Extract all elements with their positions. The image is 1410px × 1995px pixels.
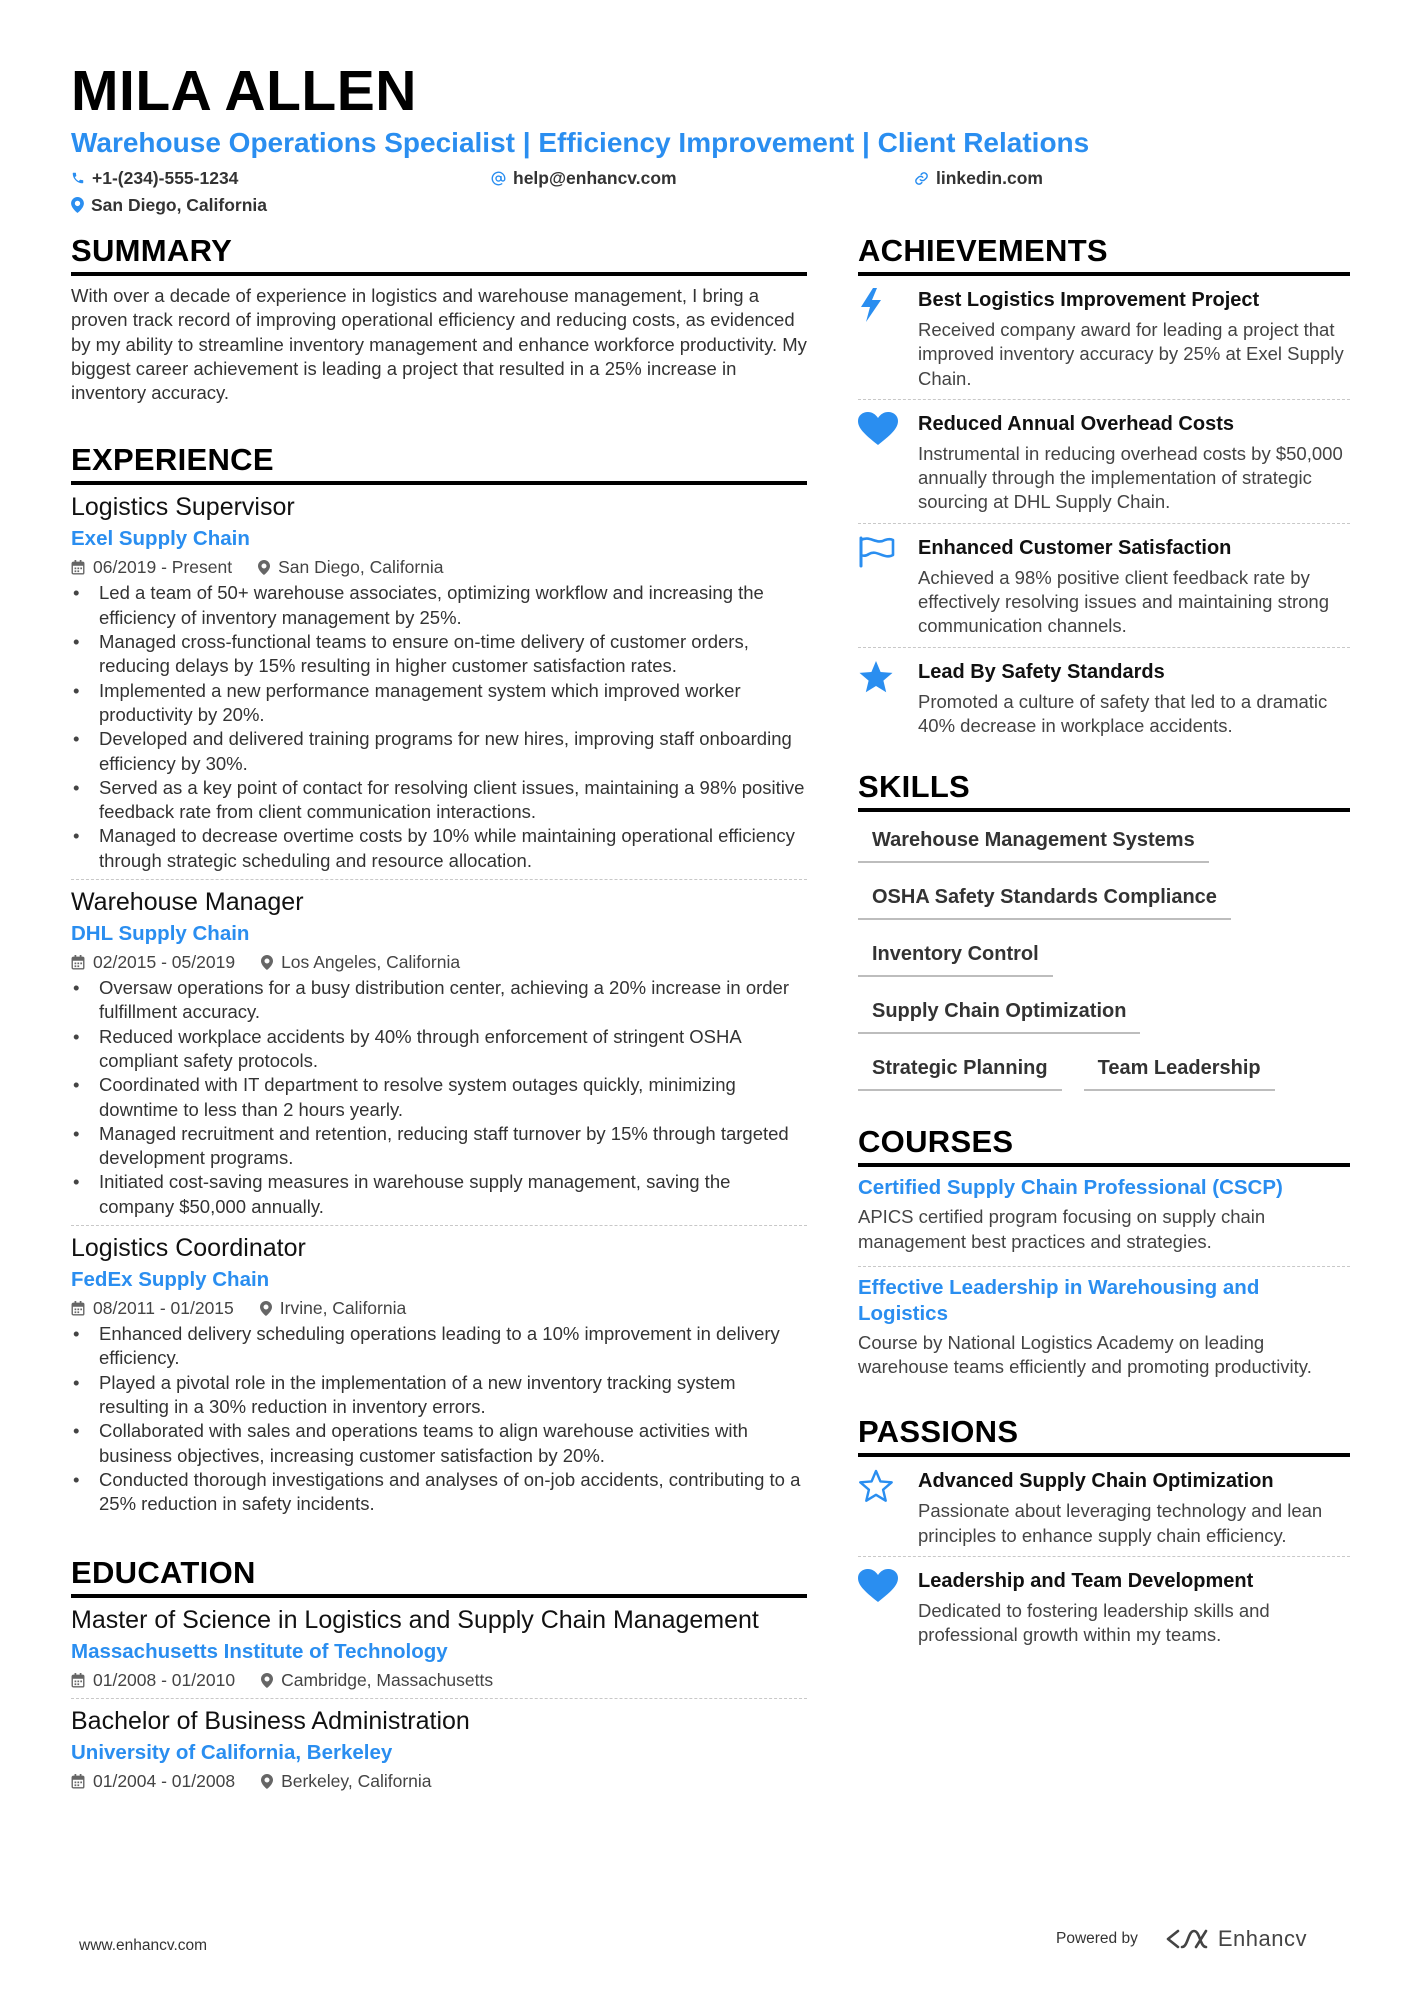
education-meta xyxy=(71,1668,807,1692)
achievements-body xyxy=(918,286,1350,391)
entry-divider xyxy=(71,1225,807,1226)
job-location-text: Irvine, California xyxy=(279,1298,407,1319)
bullet-item: • Enhanced delivery scheduling operations leading to a 10% improvement in delivery efficiency. xyxy=(71,1322,807,1371)
achievements-section xyxy=(858,232,1350,746)
bullet-item: • Reduced workplace accidents by 40% through enforcement of stringent OSHA compliant safety protocols. xyxy=(71,1025,807,1074)
bullet-item: • Oversaw operations for a busy distribution center, achieving a 20% increase in order fulfillment accuracy. xyxy=(71,976,807,1025)
experience-entry xyxy=(71,1232,807,1516)
education-title: EDUCATION xyxy=(71,1554,807,1598)
bullet-item: • Initiated cost-saving measures in warehouse supply management, saving the company $50,000 annually. xyxy=(71,1170,807,1219)
phone-icon xyxy=(71,171,85,185)
passions-title: Leadership and Team Development xyxy=(918,1570,1254,1593)
passions-item xyxy=(858,1557,1350,1656)
bullet-item: • Conducted thorough investigations and analyses of on-job accidents, contributing to a 25% reduction in safety incidents. xyxy=(71,1468,807,1517)
phone-text: +1-(234)-555-1234 xyxy=(92,168,239,188)
skills-section xyxy=(858,768,1350,1105)
education-location-text: Berkeley, California xyxy=(281,1771,432,1792)
job-bullets xyxy=(71,1322,807,1516)
contact-row-2 xyxy=(71,193,1351,217)
company-name[interactable]: Exel Supply Chain xyxy=(71,527,250,551)
company-name[interactable]: FedEx Supply Chain xyxy=(71,1268,270,1292)
location-pin-icon xyxy=(261,1673,273,1688)
job-dates: 02/2015 - 05/2019 xyxy=(93,952,236,973)
school-name[interactable]: University of California, Berkeley xyxy=(71,1741,393,1765)
experience-title: EXPERIENCE xyxy=(71,441,807,485)
achievements-description: Received company award for leading a project that improved inventory accuracy by 25% at Exel Supply Chain. xyxy=(918,319,1344,389)
calendar-icon xyxy=(71,1301,85,1316)
skill-tag: Team Leadership xyxy=(1084,1048,1275,1091)
skills-title: SKILLS xyxy=(858,768,1350,812)
achievements-body xyxy=(918,658,1350,739)
job-location xyxy=(261,950,460,974)
enhancv-logo-icon xyxy=(1164,1927,1210,1951)
job-location xyxy=(260,1296,406,1320)
skill-tag: Supply Chain Optimization xyxy=(858,991,1140,1034)
job-meta xyxy=(71,1296,807,1320)
course-description: APICS certified program focusing on supply chain management best practices and strategies. xyxy=(858,1206,1266,1252)
bullet-item: • Served as a key point of contact for resolving client issues, maintaining a 98% positive feedback rate from client communication interactions. xyxy=(71,776,807,825)
bullet-item: • Developed and delivered training programs for new hires, improving staff onboarding efficiency by 30%. xyxy=(71,727,807,776)
resume-header xyxy=(71,58,1351,217)
courses-section xyxy=(858,1123,1350,1385)
achievements-title: Enhanced Customer Satisfaction xyxy=(918,536,1232,559)
achievements-item xyxy=(858,524,1350,648)
job-meta xyxy=(71,555,807,579)
calendar-icon xyxy=(71,560,85,575)
left-column xyxy=(71,232,807,1793)
achievements-description: Achieved a 98% positive client feedback rate by effectively resolving issues and maintaining strong communication channels. xyxy=(918,566,1329,637)
company-name[interactable]: DHL Supply Chain xyxy=(71,922,250,946)
passions-item xyxy=(858,1457,1350,1557)
bullet-item: • Managed cross-functional teams to ensure on-time delivery of customer orders, reducing delays by 15% resulting in higher customer satisfaction rates. xyxy=(71,630,807,679)
passions-section xyxy=(858,1413,1350,1655)
job-dates: 08/2011 - 01/2015 xyxy=(93,1298,234,1319)
job-bullets xyxy=(71,581,807,873)
courses-title: COURSES xyxy=(858,1123,1350,1167)
location-pin-icon xyxy=(261,955,273,970)
education-entry xyxy=(71,1705,807,1793)
experience-entry xyxy=(71,491,807,880)
passions-title: Advanced Supply Chain Optimization xyxy=(918,1470,1274,1493)
achievements-item xyxy=(858,648,1350,747)
contact-row xyxy=(71,166,1351,190)
education-section xyxy=(71,1554,807,1793)
degree-title: Bachelor of Business Administration xyxy=(71,1707,470,1736)
linkedin[interactable] xyxy=(914,166,1043,190)
job-title: Logistics Coordinator xyxy=(71,1234,306,1263)
calendar-icon xyxy=(71,1673,85,1688)
email[interactable] xyxy=(491,166,914,190)
job-title: Warehouse Manager xyxy=(71,888,304,917)
bullet-item: • Played a pivotal role in the implementation of a new inventory tracking system resulting in a 30% reduction in inventory errors. xyxy=(71,1371,807,1420)
achievements-description: Instrumental in reducing overhead costs by $50,000 annually through the implementation of strategic sourcing at DHL Supply Chain. xyxy=(918,442,1343,513)
calendar-icon xyxy=(71,955,85,970)
brand-name: Enhancv xyxy=(1217,1926,1307,1951)
summary-section xyxy=(71,232,807,405)
course-entry xyxy=(858,1175,1350,1267)
skill-tag: Warehouse Management Systems xyxy=(858,820,1209,863)
entry-divider xyxy=(858,1266,1350,1267)
summary-title: SUMMARY xyxy=(71,232,807,276)
education-dates: 01/2004 - 01/2008 xyxy=(93,1771,236,1792)
location-text: San Diego, California xyxy=(91,195,267,215)
experience-entry xyxy=(71,886,807,1226)
experience-section xyxy=(71,441,807,1516)
job-bullets xyxy=(71,976,807,1219)
skill-tag: Inventory Control xyxy=(858,934,1053,977)
education-location xyxy=(261,1668,493,1692)
location-pin-icon xyxy=(258,560,270,575)
passions-body xyxy=(918,1467,1350,1548)
education-dates: 01/2008 - 01/2010 xyxy=(93,1670,236,1691)
achievements-title: Reduced Annual Overhead Costs xyxy=(918,412,1234,435)
passions-description: Passionate about leveraging technology and lean principles to enhance supply chain efficiency. xyxy=(918,1500,1323,1546)
skill-tag: Strategic Planning xyxy=(858,1048,1062,1091)
course-entry xyxy=(858,1275,1350,1386)
entry-divider xyxy=(71,1698,807,1699)
education-entry xyxy=(71,1604,807,1699)
job-meta xyxy=(71,950,807,974)
achievements-item xyxy=(858,400,1350,524)
bullet-item: • Coordinated with IT department to resolve system outages quickly, minimizing downtime to less than 2 hours yearly. xyxy=(71,1073,807,1122)
footer-website[interactable]: www.enhancv.com xyxy=(79,1937,208,1954)
summary-text: With over a decade of experience in logistics and warehouse management, I bring a proven track record of improving operational efficiency and reducing costs, as evidenced by my ability to streamline inventory management and enhance workforce productivity. My biggest career achievement is leading a project that resulted in a 25% increase in inventory accuracy. xyxy=(71,285,807,404)
flag-icon xyxy=(858,534,918,639)
footer-powered[interactable] xyxy=(1056,1926,1307,1952)
phone[interactable] xyxy=(71,166,491,190)
star-icon xyxy=(858,658,918,739)
headline: Warehouse Operations Specialist | Efficiency Improvement | Client Relations xyxy=(71,127,1090,158)
job-location xyxy=(258,555,443,579)
heart-icon xyxy=(858,1567,918,1648)
course-title[interactable]: Effective Leadership in Warehousing and Logistics xyxy=(858,1275,1260,1325)
linkedin-text: linkedin.com xyxy=(936,168,1043,188)
course-title[interactable]: Certified Supply Chain Professional (CSCP) xyxy=(858,1176,1283,1200)
location-pin-icon xyxy=(260,1301,272,1316)
bullet-item: • Implemented a new performance management system which improved worker productivity by 20%. xyxy=(71,679,807,728)
location-pin-icon xyxy=(71,197,84,213)
candidate-name: MILA ALLEN xyxy=(71,59,417,123)
at-icon xyxy=(491,171,506,186)
passions-description: Dedicated to fostering leadership skills and professional growth within my teams. xyxy=(918,1600,1270,1646)
achievements-body xyxy=(918,534,1350,639)
course-description: Course by National Logistics Academy on leading warehouse teams efficiently and promoting productivity. xyxy=(858,1331,1312,1378)
achievements-description: Promoted a culture of safety that led to a dramatic 40% decrease in workplace accidents. xyxy=(918,690,1328,736)
job-dates: 06/2019 - Present xyxy=(93,557,233,578)
skill-tag: OSHA Safety Standards Compliance xyxy=(858,877,1231,920)
education-location-text: Cambridge, Massachusetts xyxy=(281,1670,494,1691)
education-location xyxy=(261,1769,431,1793)
star-outline-icon xyxy=(858,1467,918,1548)
powered-by-label: Powered by xyxy=(1056,1930,1138,1947)
achievements-title: Best Logistics Improvement Project xyxy=(918,289,1260,311)
bullet-item: • Led a team of 50+ warehouse associates, optimizing workflow and increasing the efficiency of inventory management by 25%. xyxy=(71,581,807,630)
achievements-body xyxy=(918,410,1350,515)
job-title: Logistics Supervisor xyxy=(71,493,295,522)
passions-title: PASSIONS xyxy=(858,1413,1350,1457)
heart-icon xyxy=(858,410,918,515)
bullet-item: • Managed to decrease overtime costs by 10% while maintaining operational efficiency through strategic scheduling and resource allocation. xyxy=(71,824,807,873)
achievements-title: ACHIEVEMENTS xyxy=(858,232,1350,276)
achievements-title: Lead By Safety Standards xyxy=(918,660,1165,683)
job-location-text: Los Angeles, California xyxy=(281,952,461,973)
achievements-item xyxy=(858,276,1350,400)
location-pin-icon xyxy=(261,1774,273,1789)
degree-title: Master of Science in Logistics and Supply Chain Management xyxy=(71,1606,759,1635)
calendar-icon xyxy=(71,1774,85,1789)
link-icon xyxy=(914,171,929,186)
right-column xyxy=(858,232,1350,1656)
passions-body xyxy=(918,1567,1350,1648)
email-text: help@enhancv.com xyxy=(513,168,677,188)
school-name[interactable]: Massachusetts Institute of Technology xyxy=(71,1640,448,1664)
bullet-item: • Managed recruitment and retention, reducing staff turnover by 15% through targeted development programs. xyxy=(71,1122,807,1171)
lightning-icon xyxy=(858,286,918,391)
bullet-item: • Collaborated with sales and operations teams to align warehouse activities with business objectives, increasing customer satisfaction by 20%. xyxy=(71,1419,807,1468)
job-location-text: San Diego, California xyxy=(278,557,444,578)
location xyxy=(71,193,267,217)
entry-divider xyxy=(71,879,807,880)
education-meta xyxy=(71,1769,807,1793)
